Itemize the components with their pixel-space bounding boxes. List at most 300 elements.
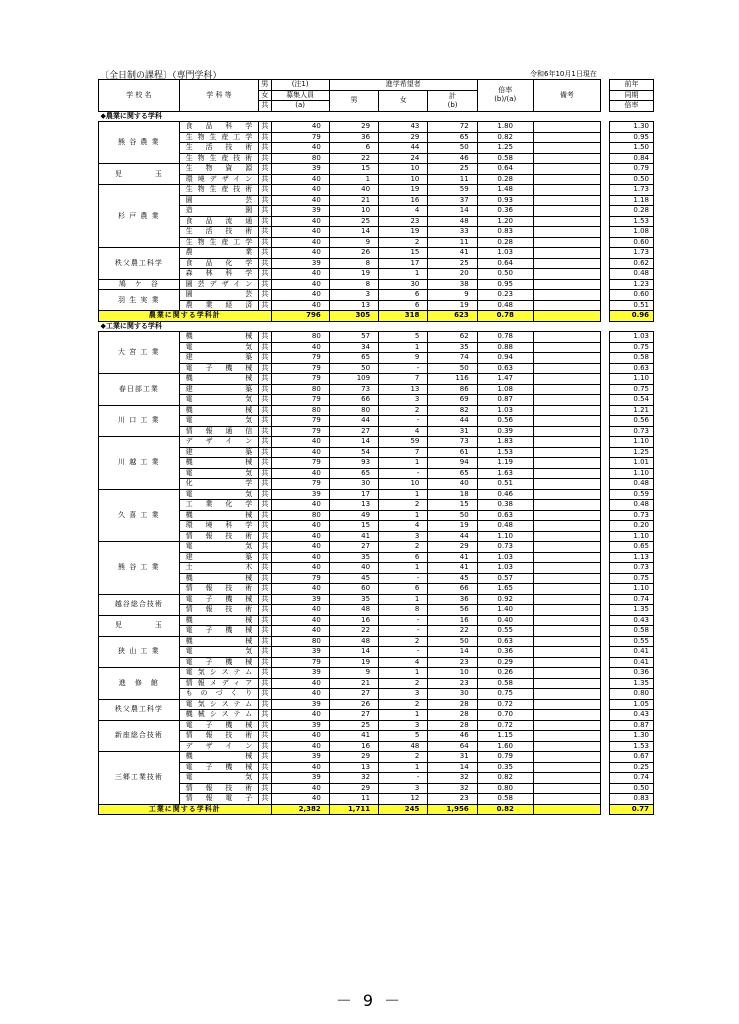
cell-prev-rate: 0.28	[610, 206, 654, 217]
dept-name: デザイン	[179, 741, 259, 752]
cell-total: 9	[428, 290, 477, 301]
sex-code: 共	[259, 615, 271, 626]
cell-male: 49	[329, 510, 378, 521]
subtotal-note	[533, 804, 600, 815]
cell-note	[533, 174, 600, 185]
dept-name: 環境デザイン	[179, 174, 259, 185]
cell-prev-rate: 0.48	[610, 500, 654, 511]
cell-male: 17	[329, 489, 378, 500]
cell-rate: 0.57	[477, 573, 533, 584]
cell-female: 1	[379, 458, 428, 469]
cell-quota: 40	[271, 500, 329, 511]
col-prev-2: 同期	[610, 90, 654, 101]
cell-rate: 0.87	[477, 395, 533, 406]
cell-female: 7	[379, 447, 428, 458]
prev-row	[610, 563, 654, 574]
prev-row	[610, 227, 654, 238]
previous-year-table	[609, 79, 654, 815]
prev-row	[610, 363, 654, 374]
cell-total: 36	[428, 594, 477, 605]
sex-code: 共	[259, 563, 271, 574]
cell-quota: 39	[271, 594, 329, 605]
dept-name: 化学	[179, 479, 259, 490]
dept-name: 電気	[179, 342, 259, 353]
prev-row	[610, 332, 654, 343]
cell-total: 11	[428, 237, 477, 248]
cell-total: 14	[428, 647, 477, 658]
cell-total: 44	[428, 416, 477, 427]
cell-female: 5	[379, 731, 428, 742]
prev-row	[610, 647, 654, 658]
sex-code: 共	[259, 122, 271, 133]
cell-rate: 1.03	[477, 563, 533, 574]
sex-code: 共	[259, 185, 271, 196]
cell-note	[533, 332, 600, 343]
subtotal-male: 1,711	[329, 804, 378, 815]
dept-name: 森林科学	[179, 269, 259, 280]
prev-row	[610, 143, 654, 154]
dept-name: 園芸デザイン	[179, 279, 259, 290]
prev-row	[610, 510, 654, 521]
dept-name: 電気	[179, 647, 259, 658]
cell-female: 4	[379, 521, 428, 532]
cell-male: 48	[329, 605, 378, 616]
dept-name: 園芸	[179, 290, 259, 301]
cell-total: 116	[428, 374, 477, 385]
cell-female: 23	[379, 216, 428, 227]
cell-male: 27	[329, 542, 378, 553]
dept-name: 農業	[179, 248, 259, 259]
cell-male: 40	[329, 185, 378, 196]
prev-row	[610, 500, 654, 511]
table-row	[99, 405, 601, 416]
cell-note	[533, 206, 600, 217]
prev-row	[610, 668, 654, 679]
col-prev-1: 前年	[610, 80, 654, 91]
cell-male: 8	[329, 258, 378, 269]
cell-rate: 1.03	[477, 552, 533, 563]
cell-total: 65	[428, 468, 477, 479]
cell-prev-rate: 0.50	[610, 783, 654, 794]
cell-male: 9	[329, 668, 378, 679]
school-name: 狭 山 工 業	[99, 636, 180, 668]
cell-female: 12	[379, 794, 428, 805]
cell-note	[533, 552, 600, 563]
cell-prev-rate: 1.53	[610, 216, 654, 227]
prev-row	[610, 290, 654, 301]
cell-rate: 0.29	[477, 657, 533, 668]
dept-name: 電気	[179, 416, 259, 427]
cell-male: 45	[329, 573, 378, 584]
cell-note	[533, 689, 600, 700]
prev-row	[610, 573, 654, 584]
prev-row	[610, 195, 654, 206]
cell-male: 57	[329, 332, 378, 343]
cell-female: 43	[379, 122, 428, 133]
cell-female: 2	[379, 752, 428, 763]
cell-rate: 0.58	[477, 153, 533, 164]
cell-note	[533, 794, 600, 805]
dept-name: 機械	[179, 332, 259, 343]
cell-note	[533, 122, 600, 133]
cell-quota: 39	[271, 668, 329, 679]
cell-total: 25	[428, 258, 477, 269]
cell-female: 59	[379, 437, 428, 448]
cell-female: 13	[379, 384, 428, 395]
cell-prev-rate: 1.10	[610, 374, 654, 385]
dept-name: 電子機械	[179, 720, 259, 731]
dept-name: 造園	[179, 206, 259, 217]
school-name: 春日部工業	[99, 374, 180, 406]
cell-prev-rate: 0.41	[610, 647, 654, 658]
cell-prev-rate: 0.74	[610, 773, 654, 784]
school-name: 児 玉	[99, 615, 180, 636]
cell-total: 19	[428, 521, 477, 532]
prev-row	[610, 122, 654, 133]
cell-prev-rate: 1.21	[610, 405, 654, 416]
sex-code: 共	[259, 510, 271, 521]
cell-male: 48	[329, 636, 378, 647]
cell-quota: 39	[271, 699, 329, 710]
cell-quota: 40	[271, 762, 329, 773]
dept-name: 生物生産技術	[179, 185, 259, 196]
cell-male: 1	[329, 174, 378, 185]
cell-quota: 40	[271, 678, 329, 689]
cell-male: 66	[329, 395, 378, 406]
cell-total: 37	[428, 195, 477, 206]
prev-row	[610, 542, 654, 553]
cell-female: 2	[379, 636, 428, 647]
cell-prev-rate: 1.18	[610, 195, 654, 206]
cell-quota: 79	[271, 458, 329, 469]
cell-rate: 1.48	[477, 185, 533, 196]
sex-code: 共	[259, 342, 271, 353]
cell-rate: 0.64	[477, 164, 533, 175]
cell-male: 3	[329, 290, 378, 301]
subtotal-label: 工業に関する学科計	[99, 804, 272, 815]
prev-row	[610, 762, 654, 773]
cell-rate: 1.20	[477, 216, 533, 227]
school-name: 鳩 ケ 谷	[99, 279, 180, 290]
cell-note	[533, 563, 600, 574]
cell-total: 50	[428, 363, 477, 374]
cell-female: -	[379, 626, 428, 637]
dept-name: 電子機械	[179, 657, 259, 668]
cell-prev-rate: 0.75	[610, 342, 654, 353]
sex-code: 共	[259, 290, 271, 301]
prev-row	[610, 437, 654, 448]
cell-note	[533, 510, 600, 521]
table-row	[99, 279, 601, 290]
cell-note	[533, 426, 600, 437]
school-name: 秩父農工科学	[99, 699, 180, 720]
cell-note	[533, 237, 600, 248]
cell-rate: 0.93	[477, 195, 533, 206]
cell-rate: 0.51	[477, 479, 533, 490]
cell-prev-rate: 1.08	[610, 227, 654, 238]
cell-note	[533, 227, 600, 238]
school-name: 熊 谷 工 業	[99, 542, 180, 595]
cell-rate: 0.48	[477, 521, 533, 532]
cell-quota: 40	[271, 290, 329, 301]
school-name: 羽 生 実 業	[99, 290, 180, 311]
spacer-cell	[610, 321, 654, 332]
table-row	[99, 594, 601, 605]
cell-female: -	[379, 468, 428, 479]
sex-code: 共	[259, 678, 271, 689]
cell-female: 2	[379, 500, 428, 511]
sex-code: 共	[259, 416, 271, 427]
cell-male: 35	[329, 594, 378, 605]
sex-code: 共	[259, 143, 271, 154]
cell-total: 32	[428, 783, 477, 794]
subtotal-female: 245	[379, 804, 428, 815]
cell-rate: 1.19	[477, 458, 533, 469]
cell-total: 48	[428, 216, 477, 227]
cell-male: 9	[329, 237, 378, 248]
cell-rate: 0.50	[477, 269, 533, 280]
cell-female: 1	[379, 269, 428, 280]
dept-name: 情報通信	[179, 426, 259, 437]
prev-row	[610, 678, 654, 689]
cell-prev-rate: 0.51	[610, 300, 654, 311]
cell-female: 10	[379, 479, 428, 490]
cell-prev-rate: 0.41	[610, 657, 654, 668]
cell-female: 2	[379, 699, 428, 710]
table-row	[99, 615, 601, 626]
cell-male: 60	[329, 584, 378, 595]
cell-note	[533, 615, 600, 626]
cell-male: 29	[329, 752, 378, 763]
cell-rate: 0.82	[477, 132, 533, 143]
sex-code: 共	[259, 363, 271, 374]
cell-male: 40	[329, 563, 378, 574]
cell-prev-rate: 1.30	[610, 731, 654, 742]
sex-code: 共	[259, 584, 271, 595]
cell-male: 27	[329, 426, 378, 437]
cell-rate: 1.65	[477, 584, 533, 595]
cell-note	[533, 783, 600, 794]
dept-name: 生物生産工学	[179, 132, 259, 143]
cell-male: 13	[329, 300, 378, 311]
cell-rate: 0.73	[477, 542, 533, 553]
prev-row	[610, 584, 654, 595]
cell-prev-rate: 1.10	[610, 437, 654, 448]
cell-male: 54	[329, 447, 378, 458]
cell-female: 1	[379, 594, 428, 605]
cell-female: 4	[379, 206, 428, 217]
cell-quota: 40	[271, 521, 329, 532]
dept-name: 機械	[179, 636, 259, 647]
cell-total: 69	[428, 395, 477, 406]
cell-total: 46	[428, 731, 477, 742]
cell-quota: 40	[271, 626, 329, 637]
prev-row	[610, 531, 654, 542]
cell-prev-rate: 0.50	[610, 174, 654, 185]
cell-quota: 79	[271, 132, 329, 143]
prev-row	[610, 426, 654, 437]
cell-male: 41	[329, 531, 378, 542]
cell-note	[533, 132, 600, 143]
table-row	[99, 668, 601, 679]
prev-row	[610, 794, 654, 805]
cell-quota: 40	[271, 216, 329, 227]
prev-row	[610, 153, 654, 164]
cell-note	[533, 143, 600, 154]
cell-rate: 0.63	[477, 636, 533, 647]
cell-note	[533, 374, 600, 385]
dept-name: 情報技術	[179, 584, 259, 595]
cell-rate: 0.58	[477, 678, 533, 689]
sex-code: 共	[259, 489, 271, 500]
col-male: 男	[329, 90, 378, 111]
prev-row	[610, 416, 654, 427]
cell-quota: 40	[271, 468, 329, 479]
cell-rate: 1.03	[477, 248, 533, 259]
prev-row	[610, 374, 654, 385]
prev-row	[610, 720, 654, 731]
cell-note	[533, 605, 600, 616]
cell-prev-rate: 0.43	[610, 615, 654, 626]
sex-code: 共	[259, 269, 271, 280]
cell-note	[533, 752, 600, 763]
cell-total: 25	[428, 164, 477, 175]
cell-female: 48	[379, 741, 428, 752]
cell-quota: 40	[271, 689, 329, 700]
col-school: 学 校 名	[99, 80, 180, 112]
cell-female: -	[379, 573, 428, 584]
cell-total: 10	[428, 668, 477, 679]
cell-rate: 0.38	[477, 500, 533, 511]
cell-total: 31	[428, 426, 477, 437]
cell-male: 22	[329, 153, 378, 164]
cell-note	[533, 647, 600, 658]
sex-code: 共	[259, 689, 271, 700]
cell-note	[533, 300, 600, 311]
cell-note	[533, 741, 600, 752]
dept-name: 食品科学	[179, 122, 259, 133]
cell-rate: 0.72	[477, 699, 533, 710]
main-table	[98, 79, 601, 815]
cell-total: 18	[428, 489, 477, 500]
sex-code: 共	[259, 353, 271, 364]
cell-male: 29	[329, 122, 378, 133]
cell-note	[533, 699, 600, 710]
cell-rate: 1.53	[477, 447, 533, 458]
school-name: 久 喜 工 業	[99, 489, 180, 542]
cell-female: 6	[379, 290, 428, 301]
cell-note	[533, 458, 600, 469]
cell-total: 16	[428, 615, 477, 626]
cell-quota: 39	[271, 752, 329, 763]
cell-note	[533, 521, 600, 532]
sex-code: 共	[259, 468, 271, 479]
prev-row	[610, 605, 654, 616]
sex-code: 共	[259, 395, 271, 406]
cell-male: 32	[329, 773, 378, 784]
cell-female: 24	[379, 153, 428, 164]
cell-prev-rate: 0.60	[610, 290, 654, 301]
col-quota-sub: (a)	[271, 101, 329, 112]
cell-note	[533, 668, 600, 679]
prev-row	[610, 773, 654, 784]
cell-quota: 39	[271, 489, 329, 500]
school-name: 杉 戸 農 業	[99, 185, 180, 248]
subtotal-total: 1,956	[428, 804, 477, 815]
col-total: 計 (b)	[428, 90, 477, 111]
sex-code: 共	[259, 573, 271, 584]
dept-name: 機械	[179, 374, 259, 385]
cell-total: 45	[428, 573, 477, 584]
cell-note	[533, 678, 600, 689]
sex-code: 共	[259, 426, 271, 437]
cell-quota: 40	[271, 279, 329, 290]
col-note: 備考	[533, 80, 600, 112]
cell-note	[533, 395, 600, 406]
dept-name: 電気システム	[179, 668, 259, 679]
sex-code: 共	[259, 552, 271, 563]
cell-prev-rate: 1.03	[610, 332, 654, 343]
cell-quota: 40	[271, 122, 329, 133]
section-header-row	[99, 111, 601, 122]
cell-quota: 40	[271, 552, 329, 563]
cell-female: 3	[379, 395, 428, 406]
cell-prev-rate: 0.84	[610, 153, 654, 164]
cell-rate: 0.39	[477, 426, 533, 437]
sex-code: 共	[259, 783, 271, 794]
cell-quota: 80	[271, 153, 329, 164]
cell-female: -	[379, 647, 428, 658]
cell-rate: 0.95	[477, 279, 533, 290]
cell-female: -	[379, 416, 428, 427]
cell-rate: 0.80	[477, 783, 533, 794]
cell-rate: 0.78	[477, 332, 533, 343]
cell-total: 38	[428, 279, 477, 290]
sex-code: 共	[259, 332, 271, 343]
cell-female: 10	[379, 174, 428, 185]
cell-female: 9	[379, 353, 428, 364]
prev-row	[610, 552, 654, 563]
cell-female: 44	[379, 143, 428, 154]
cell-total: 15	[428, 500, 477, 511]
sex-code: 共	[259, 531, 271, 542]
cell-rate: 0.94	[477, 353, 533, 364]
prev-row	[610, 458, 654, 469]
cell-male: 26	[329, 699, 378, 710]
cell-prev-rate: 0.62	[610, 258, 654, 269]
cell-prev-rate: 1.73	[610, 248, 654, 259]
cell-quota: 40	[271, 447, 329, 458]
sex-code: 共	[259, 458, 271, 469]
cell-male: 16	[329, 615, 378, 626]
cell-male: 19	[329, 657, 378, 668]
cell-male: 80	[329, 405, 378, 416]
cell-rate: 1.63	[477, 468, 533, 479]
cell-quota: 80	[271, 384, 329, 395]
sex-code: 共	[259, 248, 271, 259]
cell-prev-rate: 0.59	[610, 489, 654, 500]
cell-prev-rate: 0.65	[610, 542, 654, 553]
table-row	[99, 699, 601, 710]
page-number: － 9 －	[335, 991, 404, 1010]
cell-rate: 0.28	[477, 237, 533, 248]
cell-prev-rate: 0.48	[610, 269, 654, 280]
cell-prev-rate: 0.48	[610, 479, 654, 490]
cell-total: 20	[428, 269, 477, 280]
cell-female: 2	[379, 678, 428, 689]
table-row	[99, 542, 601, 553]
section-header-row	[99, 321, 601, 332]
